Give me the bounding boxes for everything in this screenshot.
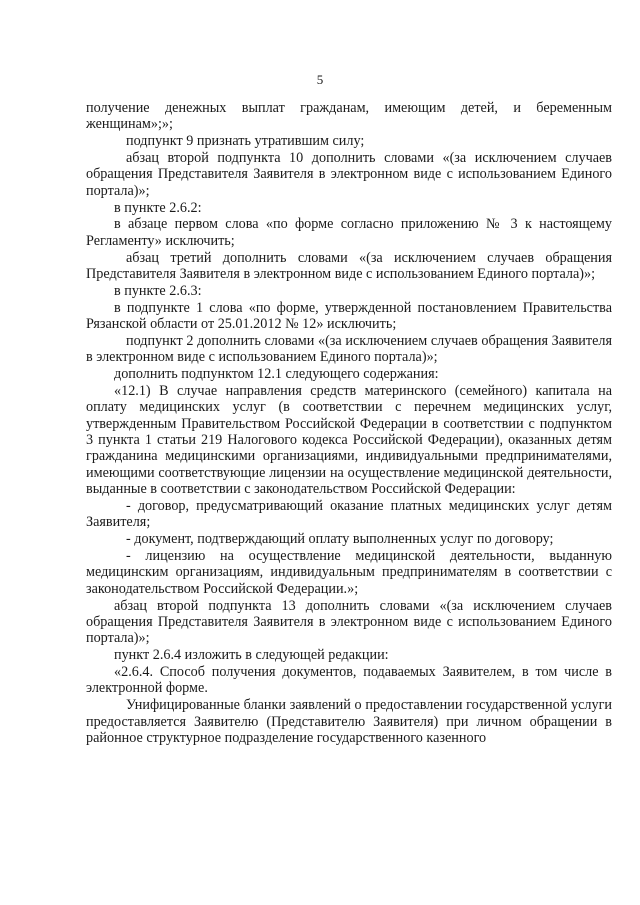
- paragraph-10: дополнить подпунктом 12.1 следующего содержания:: [114, 366, 439, 383]
- paragraph-7: в пункте 2.6.3:: [114, 282, 202, 299]
- paragraph-4: в пункте 2.6.2:: [114, 199, 202, 216]
- paragraph-1: получение денежных выплат гражданам, имеющим детей, и беременным женщинам»;»;: [86, 100, 612, 133]
- page-number: 5: [316, 72, 324, 87]
- paragraph-16: пункт 2.6.4 изложить в следующей редакции:: [114, 647, 389, 664]
- paragraph-18: Унифицированные бланки заявлений о предоставлении государственной услуги предоставляется Заявителю (Представителю Заявителя) при личном обращении в районное структурное подразделение государственного казенного: [86, 697, 612, 747]
- paragraph-6: абзац третий дополнить словами «(за исключением случаев обращения Представителя Заявителя в электронном виде с использованием Единого портала)»;: [86, 249, 612, 283]
- paragraph-5: в абзаце первом слова «по форме согласно приложению № 3 к настоящему Регламенту» исключить;: [86, 216, 612, 249]
- paragraph-14: - лицензию на осуществление медицинской деятельности, выданную медицинским организациям, индивидуальным предпринимателям в соответствии с законодательством Российской Федерации.»;: [86, 548, 612, 597]
- paragraph-3: абзац второй подпункта 10 дополнить словами «(за исключением случаев обращения Представителя Заявителя в электронном виде с использованием Единого портала)»;: [86, 150, 612, 199]
- paragraph-17: «2.6.4. Способ получения документов, подаваемых Заявителем, в том числе в электронной форме.: [86, 664, 612, 697]
- paragraph-12: - договор, предусматривающий оказание платных медицинских услуг детям Заявителя;: [86, 498, 612, 531]
- paragraph-8: в подпункте 1 слова «по форме, утвержденной постановлением Правительства Рязанской области от 25.01.2012 № 12» исключить;: [86, 299, 612, 333]
- paragraph-9: подпункт 2 дополнить словами «(за исключением случаев обращения Заявителя в электронном виде с использованием Единого портала)»;: [86, 332, 612, 366]
- paragraph-2: подпункт 9 признать утратившим силу;: [126, 133, 365, 150]
- paragraph-13: - документ, подтверждающий оплату выполненных услуг по договору;: [126, 531, 554, 548]
- paragraph-11: «12.1) В случае направления средств материнского (семейного) капитала на оплату медицинских услуг (в соответствии с перечнем медицинских услуг, утвержденным Правительством Российской Федерации в соответствии с подпунктом 3 пункта 1 статьи 219 Налогового кодекса Российской Федерации), оказанных детям гражданина медицинскими организациями, индивидуальными предпринимателями, имеющими соответствующие лицензии на осуществление медицинской деятельности, выданные в соответствии с законодательством Российской Федерации:: [86, 382, 612, 498]
- document-body: [86, 100, 612, 747]
- paragraph-15: абзац второй подпункта 13 дополнить словами «(за исключением случаев обращения Представителя Заявителя в электронном виде с использованием Единого портала)»;: [86, 597, 612, 647]
